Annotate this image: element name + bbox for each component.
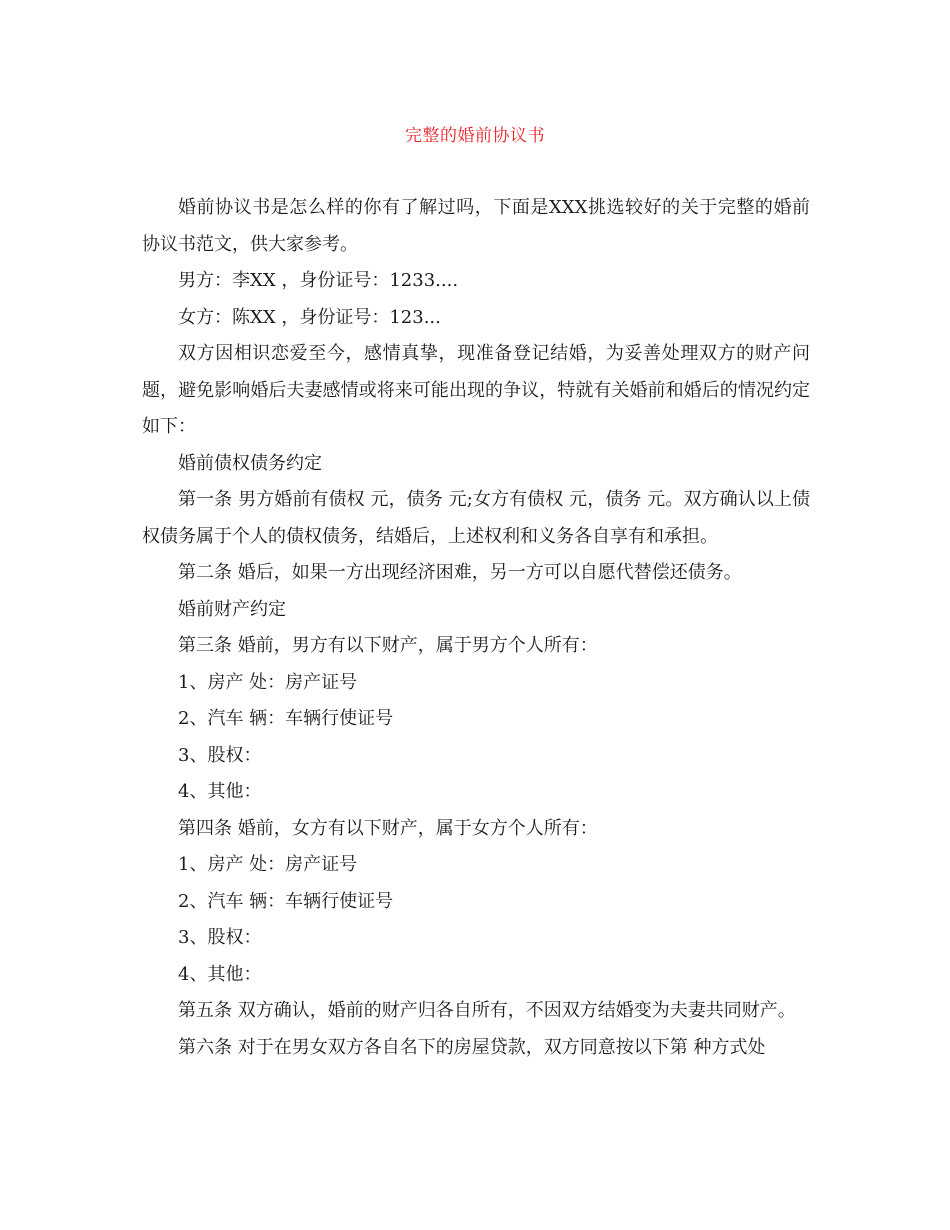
list-item: 3、股权： xyxy=(178,927,262,948)
list-item: 1、房产 处：房产证号 xyxy=(178,854,358,875)
preamble-paragraph: 双方因相识恋爱至今，感情真挚，现准备登记结婚，为妥善处理双方的财产问题，避免影响婚后夫妻感情或将来可能出现的争议，特就有关婚前和婚后的情况约定如下： xyxy=(142,343,810,437)
article-5: 第五条 双方确认，婚前的财产归各自所有，不因双方结婚变为夫妻共同财产。 xyxy=(178,1000,796,1021)
section-heading-debts: 婚前债权债务约定 xyxy=(178,452,322,474)
list-item: 4、其他： xyxy=(178,963,262,985)
list-item: 2、汽车 辆：车辆行使证号 xyxy=(178,890,394,912)
intro-paragraph: 婚前协议书是怎么样的你有了解过吗，下面是XXX挑选较好的关于完整的婚前协议书范文，供大家参考。 xyxy=(142,197,810,255)
female-party-line: 女方：陈XX ，身份证号：123... xyxy=(178,306,441,328)
male-party-line: 男方：李XX ，身份证号：1233.... xyxy=(178,270,459,291)
list-item: 1、房产 处：房产证号 xyxy=(178,671,358,693)
document-title: 完整的婚前协议书 xyxy=(405,126,545,146)
article-6: 第六条 对于在男女双方各自名下的房屋贷款，双方同意按以下第 种方式处 xyxy=(178,1036,766,1058)
list-item: 3、股权： xyxy=(178,744,262,766)
article-2: 第二条 婚后，如果一方出现经济困难，另一方可以自愿代替偿还债务。 xyxy=(178,562,742,583)
list-item: 4、其他： xyxy=(178,781,262,802)
article-1: 第一条 男方婚前有债权 元，债务 元;女方有债权 元，债务 元。双方确认以上债权债务属于个人的债权债务，结婚后，上述权利和义务各自享有和承担。 xyxy=(142,489,810,547)
section-heading-property: 婚前财产约定 xyxy=(178,598,286,620)
article-4: 第四条 婚前，女方有以下财产，属于女方个人所有： xyxy=(178,817,598,839)
list-item: 2、汽车 辆：车辆行使证号 xyxy=(178,708,394,729)
article-3: 第三条 婚前，男方有以下财产，属于男方个人所有： xyxy=(178,635,598,656)
document-body xyxy=(142,190,810,1066)
